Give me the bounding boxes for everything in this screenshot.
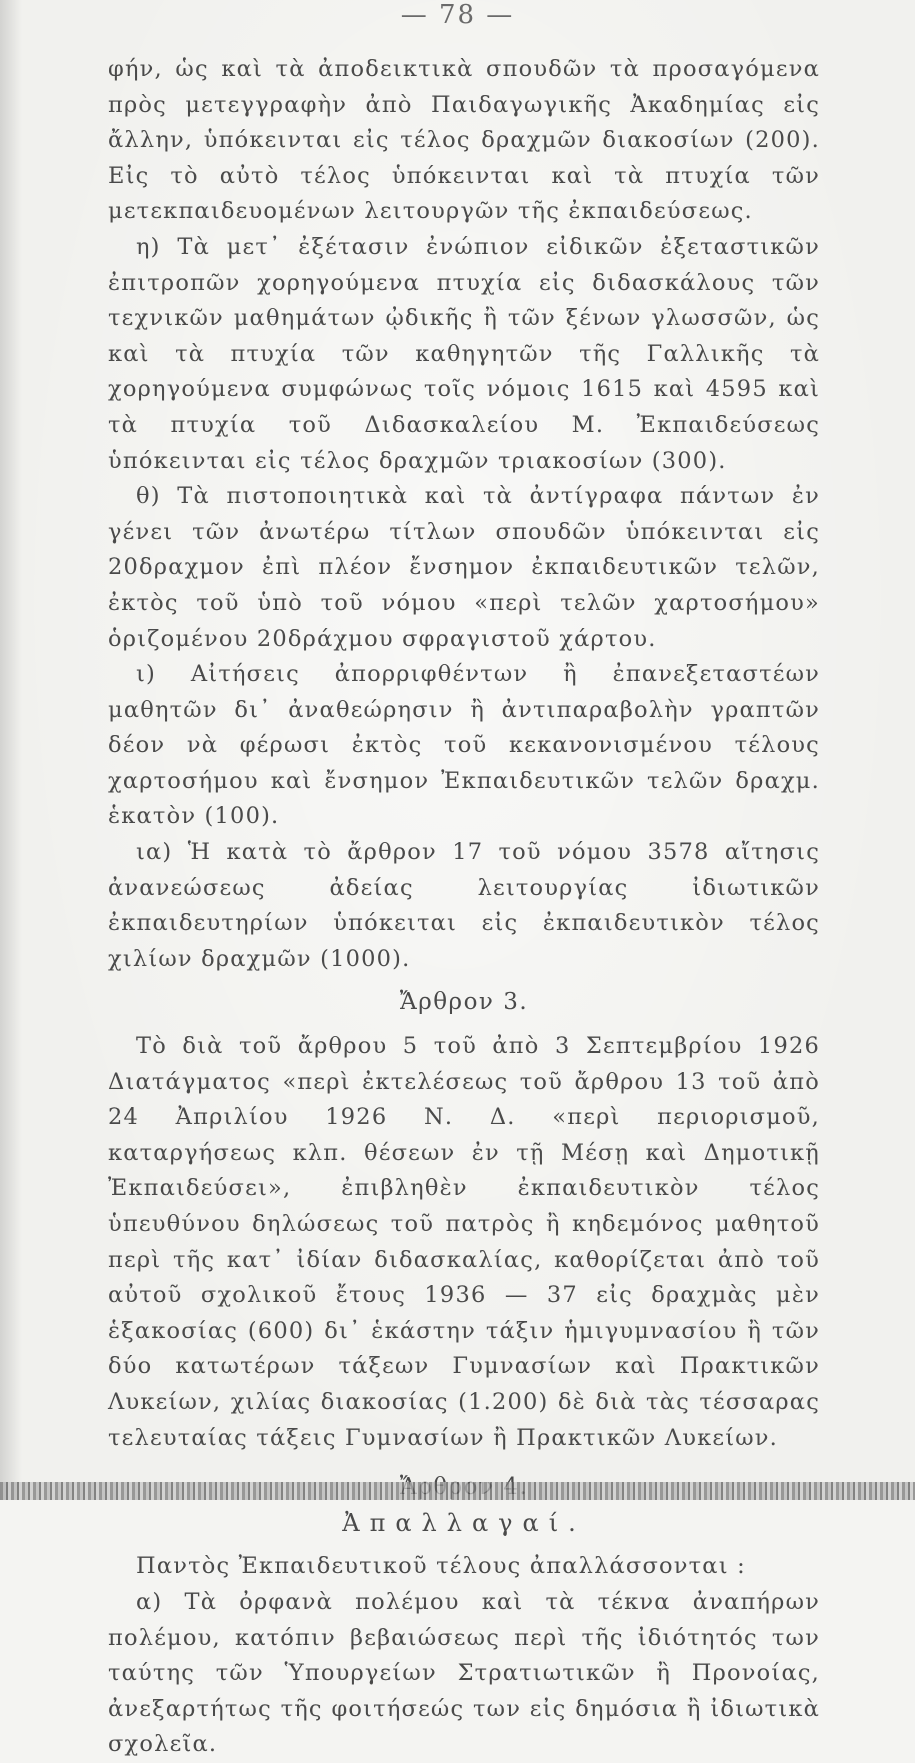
- page-number: — 78 —: [400, 0, 515, 30]
- paragraph-item-theta: θ) Τὰ πιστοποιητικὰ καὶ τὰ ἀντίγραφα πάντων ἐν γένει τῶν ἀνωτέρω τίτλων σπουδῶν ὑπόκεινται εἰς 20δραχμον ἐπὶ πλέον ἔνσημον ἐκπαιδευτικῶν τελῶν, ἐκτὸς τοῦ ὑπὸ τοῦ νόμου «περὶ τελῶν χαρτοσήμου» ὁριζομένου 20δράχμου σφραγιστοῦ χάρτου.: [108, 483, 820, 652]
- spacer: [108, 1456, 820, 1470]
- paragraph-item-iota: ι) Αἰτήσεις ἀπορριφθέντων ἢ ἐπανεξεταστέων μαθητῶν δι᾽ ἀναθεώρησιν ἢ ἀντιπαραβολὴν γραπτῶν δέον νὰ φέρωσι ἐκτὸς τοῦ κεκανονισμένου τέλους χαρτοσήμου καὶ ἔνσημον Ἐκπαιδευτικῶν τελῶν δραχμ. ἑκατὸν (100).: [108, 661, 820, 830]
- scan-edge-strip: [0, 1482, 915, 1500]
- spacer: [108, 1541, 820, 1549]
- article-4-subheading: Ἀπαλλαγαί.: [342, 1508, 586, 1537]
- article-4-item-alpha: α) Τὰ ὀρφανὰ πολέμου καὶ τὰ τέκνα ἀναπήρων πολέμου, κατόπιν βεβαιώσεως περὶ τῆς ἰδιότητός των ταύτης τῶν Ὑπουργείων Στρατιωτικῶν ἢ Προνοίας, ἀνεξαρτήτως τῆς φοιτήσεώς των εἰς δημόσια ἢ ἰδιωτικὰ σχολεῖα.: [108, 1588, 820, 1758]
- paragraph-item-eta: η) Τὰ μετ᾽ ἐξέτασιν ἐνώπιον εἰδικῶν ἐξεταστικῶν ἐπιτροπῶν χορηγούμενα πτυχία εἰς διδασκάλους τῶν τεχνικῶν μαθημάτων ᾠδικῆς ἢ τῶν ξένων γλωσσῶν, ὡς καὶ τὰ πτυχία τῶν καθηγητῶν τῆς Γαλλικῆς τὰ χορηγούμενα συμφώνως τοῖς νόμοις 1615 καὶ 4595 καὶ τὰ πτυχία τοῦ Διδασκαλείου Μ. Ἐκπαιδεύσεως ὑπόκεινται εἰς τέλος δραχμῶν τριακοσίων (300).: [108, 233, 820, 474]
- article-3-text: Τὸ διὰ τοῦ ἄρθρου 5 τοῦ ἀπὸ 3 Σεπτεμβρίου 1926 Διατάγματος «περὶ ἐκτελέσεως τοῦ ἄρθρου 13 τοῦ ἀπὸ 24 Ἀπριλίου 1926 Ν. Δ. «περὶ περιορισμοῦ, καταργήσεως κλπ. θέσεων ἐν τῇ Μέσῃ καὶ Δημοτικῇ Ἐκπαιδεύσει», ἐπιβληθὲν ἐκπαιδευτικὸν τέλος ὑπευθύνου δηλώσεως τοῦ πατρὸς ἢ κηδεμόνος μαθητοῦ περὶ τῆς κατ᾽ ἰδίαν διδασκαλίας, καθορίζεται ἀπὸ τοῦ αὐτοῦ σχολικοῦ ἔτους 1936 — 37 εἰς δραχμὰς μὲν ἑξακοσίας (600) δι᾽ ἑκάστην τάξιν ἡμιγυμνασίου ἢ τῶν δύο κατωτέρων τάξεων Γυμνασίων καὶ Πρακτικῶν Λυκείων, χιλίας διακοσίας (1.200) δὲ διὰ τὰς τέσσαρας τελευταίας τάξεις Γυμνασίων ἢ Πρακτικῶν Λυκείων.: [108, 1033, 820, 1451]
- paragraph-continuation: φήν, ὡς καὶ τὰ ἀποδεικτικὰ σπουδῶν τὰ προσαγόμενα πρὸς μετεγγραφὴν ἀπὸ Παιδαγωγικῆς Ἀκαδημίας εἰς ἄλλην, ὑπόκεινται εἰς τέλος δραχμῶν διακοσίων (200). Εἰς τὸ αὐτὸ τέλος ὑπόκεινται καὶ τὰ πτυχία τῶν μετεκπαιδευομένων λειτουργῶν τῆς ἐκπαιδεύσεως.: [108, 56, 820, 225]
- document-body: [108, 52, 820, 1763]
- article-3-heading: Ἄρθρον 3.: [399, 989, 529, 1016]
- spacer: [108, 977, 820, 985]
- paragraph-item-iota-alpha: ια) Ἡ κατὰ τὸ ἄρθρον 17 τοῦ νόμου 3578 αἴτησις ἀνανεώσεως ἀδείας λειτουργίας ἰδιωτικῶν ἐκπαιδευτηρίων ὑπόκειται εἰς ἐκπαιδευτικὸν τέλος χιλίων δραχμῶν (1000).: [108, 839, 820, 972]
- spacer: [108, 1021, 820, 1029]
- binding-shadow: [0, 0, 22, 1500]
- article-4-intro: Παντὸς Ἐκπαιδευτικοῦ τέλους ἀπαλλάσσονται :: [136, 1553, 746, 1580]
